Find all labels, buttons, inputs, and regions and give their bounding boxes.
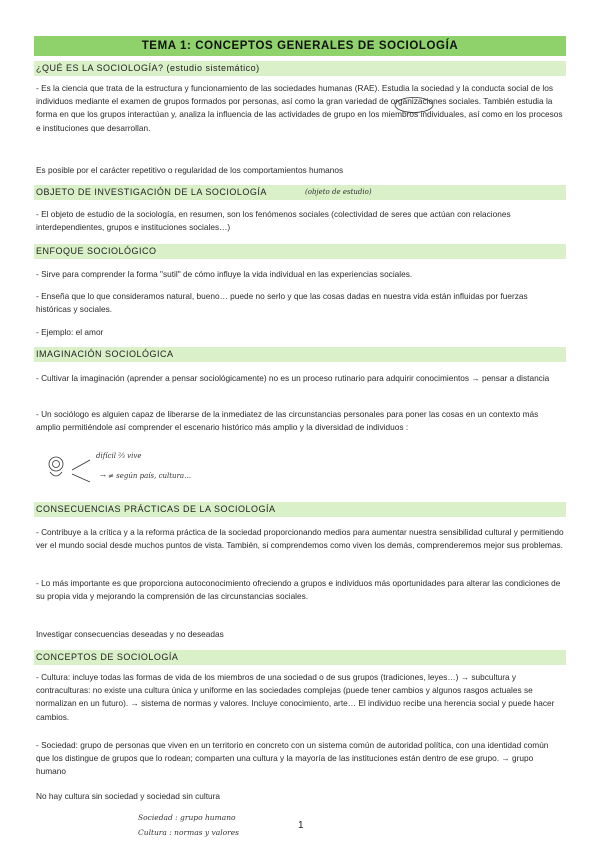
- handwritten-note-objeto: (objeto de estudio): [305, 188, 372, 196]
- paragraph-regularidad: Es posible por el carácter repetitivo o regularidad de los comportamientos humanos: [36, 165, 344, 175]
- handwritten-sketch-icon: [40, 450, 100, 486]
- paragraph-cultura: - Cultura: incluye todas las formas de vida de los miembros de una sociedad o de sus grupos (tradiciones, leyes…) → subcultura y contraculturas: no existe una cultura única y uniforme en las sociedades complejas (puede tener cambios y algunos rasgos actuales se normalizan en un futuro). → sistema de normas y valores. Incluye conocimiento, arte… El individuo recibe una herencia social y puede hacer cambios.: [36, 672, 555, 722]
- paragraph-cultura-sociedad: No hay cultura sin sociedad y sociedad sin cultura: [36, 791, 221, 801]
- page-title: TEMA 1: CONCEPTOS GENERALES DE SOCIOLOGÍA: [34, 36, 566, 56]
- paragraph-consecuencias-1: - Contribuye a la crítica y a la reforma práctica de la sociedad proporcionando medios para aumentar nuestra sensibilidad cultural y permitiendo ver el mundo social desde muchos puntos de vista. También, si comprendemos como viven los demás, comprenderemos mejor sus problemas.: [36, 527, 564, 551]
- section-heading-enfoque: ENFOQUE SOCIOLÓGICO: [34, 244, 566, 259]
- paragraph-imaginacion-1: - Cultivar la imaginación (aprender a pensar sociológicamente) no es un proceso rutinario para adquirir conocimientos → pensar a distancia: [36, 373, 550, 383]
- section-heading-conceptos: CONCEPTOS DE SOCIOLOGÍA: [34, 650, 566, 665]
- section-heading-consecuencias: CONSECUENCIAS PRÁCTICAS DE LA SOCIOLOGÍA: [34, 502, 566, 517]
- paragraph-consecuencias-2: - Lo más importante es que proporciona autoconocimiento ofreciendo a grupos e individuos más oportunidades para alterar las condiciones de su propia vida y mejorando la comprensión de las circunstancias sociales.: [36, 578, 561, 602]
- paragraph-enfoque-3: - Ejemplo: el amor: [36, 327, 104, 337]
- page-number: 1: [298, 820, 304, 831]
- section-heading-que-es: ¿QUÉ ES LA SOCIOLOGÍA? (estudio sistemático): [34, 61, 566, 76]
- section-heading-imaginacion: IMAGINACIÓN SOCIOLÓGICA: [34, 347, 566, 362]
- paragraph-definicion: - Es la ciencia que trata de la estructura y funcionamiento de las sociedades humanas (RAE). Estudia la sociedad y la conducta social de los individuos mediante el examen de grupos formados por personas, así como la gran variedad de organizaciones sociales. También estudia la forma en que los grupos interactúan y, analiza la influencia de las actividades de grupo en los miembros individuales, así como en los procesos e instituciones que desarrollan.: [36, 83, 563, 133]
- paragraph-enfoque-1: - Sirve para comprender la forma "sutil" de cómo influye la vida individual en las experiencias sociales.: [36, 269, 413, 279]
- handwritten-note-dificil: difícil ⅔ vive: [96, 452, 142, 460]
- handwritten-note-cultura: Cultura : normas y valores: [138, 828, 240, 837]
- section-heading-objeto: OBJETO DE INVESTIGACIÓN DE LA SOCIOLOGÍA: [34, 185, 566, 200]
- paragraph-imaginacion-2: - Un sociólogo es alguien capaz de liberarse de la inmediatez de las circunstancias personales para poner las cosas en un contexto más amplio permitiéndole así comprender el escenario histórico más amplio y la diversidad de individuos :: [36, 409, 539, 433]
- handwritten-circle-mark: [393, 96, 435, 114]
- paragraph-enfoque-2: - Enseña que lo que consideramos natural, bueno… puede no serlo y que las cosas dadas en nuestra vida están influidas por fuerzas históricas y sociales.: [36, 291, 528, 315]
- handwritten-note-sociedad: Sociedad : grupo humano: [138, 813, 236, 822]
- handwritten-note-segun-pais: → ≠ según país, cultura…: [100, 472, 192, 480]
- paragraph-sociedad: - Sociedad: grupo de personas que viven en un territorio en concreto con un sistema común de autoridad política, con una identidad común que los distingue de grupos que lo rodean; comparten una cultura y la mayoría de las instituciones están dentro de ese grupo. → grupo humano: [36, 740, 549, 777]
- paragraph-objeto: - El objeto de estudio de la sociología, en resumen, son los fenómenos sociales (colectividad de seres que actúan con relaciones interdependientes, grupos e instituciones sociales…): [36, 209, 511, 233]
- paragraph-consecuencias-3: Investigar consecuencias deseadas y no deseadas: [36, 629, 224, 639]
